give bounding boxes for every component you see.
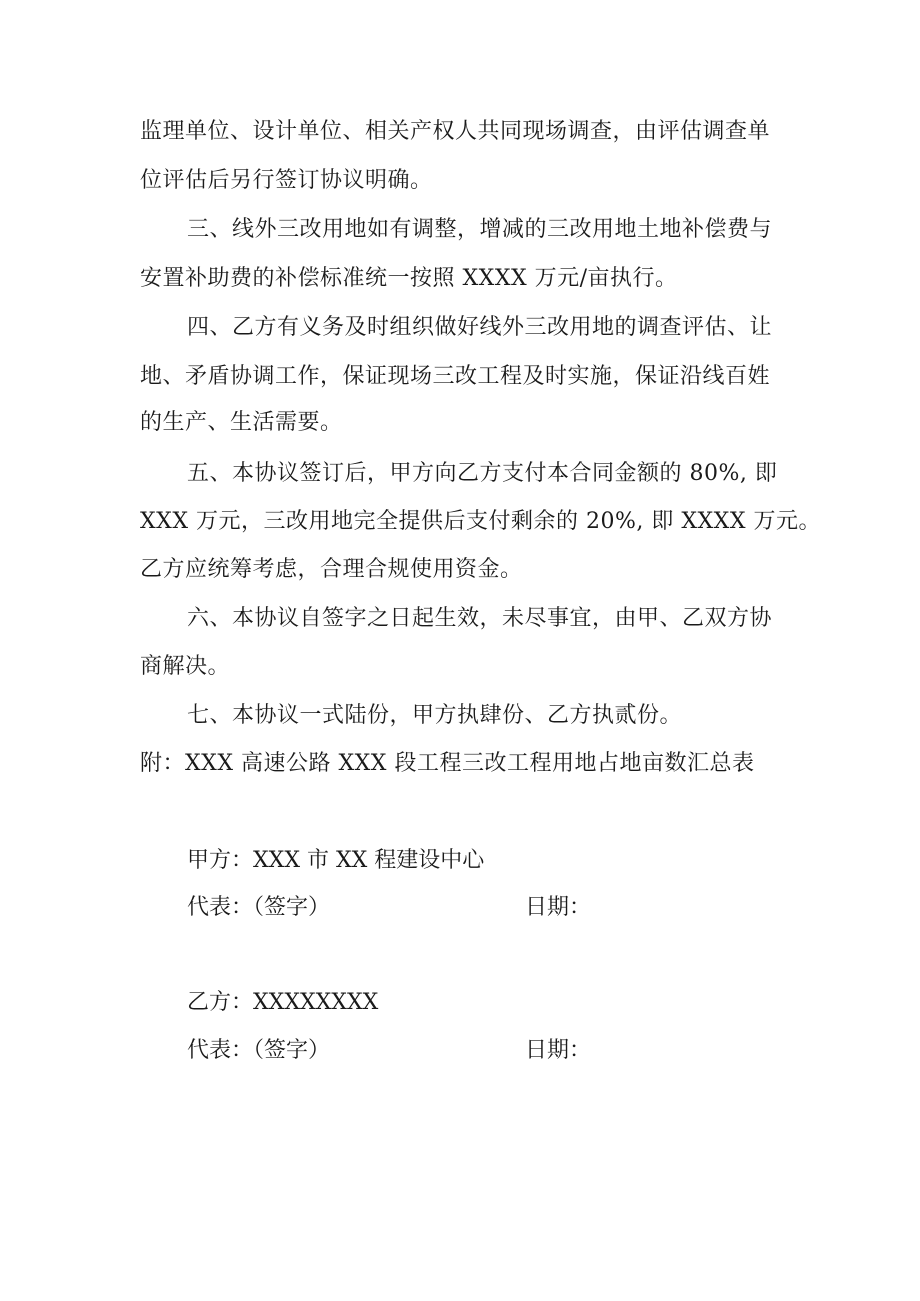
clause-four-line-2: 地、矛盾协调工作，保证现场三改工程及时实施，保证沿线百姓 [140, 364, 771, 389]
clause-three-line-2: 安置补助费的补偿标准统一按照 XXXX 万元/亩执行。 [140, 266, 678, 291]
clause-five-line-3: 乙方应统筹考虑，合理合规使用资金。 [140, 557, 523, 582]
clause-five-line-2: XXX 万元，三改用地完全提供后支付剩余的 20%, 即 XXXX 万元。 [140, 509, 821, 534]
paragraph-2-line-2: 位评估后另行签订协议明确。 [140, 168, 433, 193]
party-b-name: 乙方：XXXXXXXX [187, 990, 379, 1015]
clause-three-line-1: 三、线外三改用地如有调整，增减的三改用地土地补偿费与 [187, 217, 773, 242]
clause-six-line-2: 商解决。 [140, 654, 231, 679]
clause-four-line-1: 四、乙方有义务及时组织做好线外三改用地的调查评估、让 [187, 315, 773, 340]
clause-four-line-3: 的生产、生活需要。 [140, 410, 343, 435]
attachment-note: 附：XXX 高速公路 XXX 段工程三改工程用地占地亩数汇总表 [140, 751, 755, 776]
clause-seven: 七、本协议一式陆份，甲方执肆份、乙方执贰份。 [187, 703, 683, 728]
party-a-representative: 代表：（签字） [187, 895, 331, 920]
clause-six-line-1: 六、本协议自签字之日起生效，未尽事宜，由甲、乙双方协 [187, 606, 773, 631]
party-a-name: 甲方：XXX 市 XX 程建设中心 [187, 848, 485, 873]
party-a-date: 日期： [525, 895, 592, 920]
party-b-representative: 代表：（签字） [187, 1038, 331, 1063]
clause-five-line-1: 五、本协议签订后，甲方向乙方支付本合同金额的 80%, 即 [187, 461, 778, 486]
party-b-date: 日期： [525, 1038, 592, 1063]
paragraph-2-line-1: 监理单位、设计单位、相关产权人共同现场调查，由评估调查单 [140, 119, 771, 144]
